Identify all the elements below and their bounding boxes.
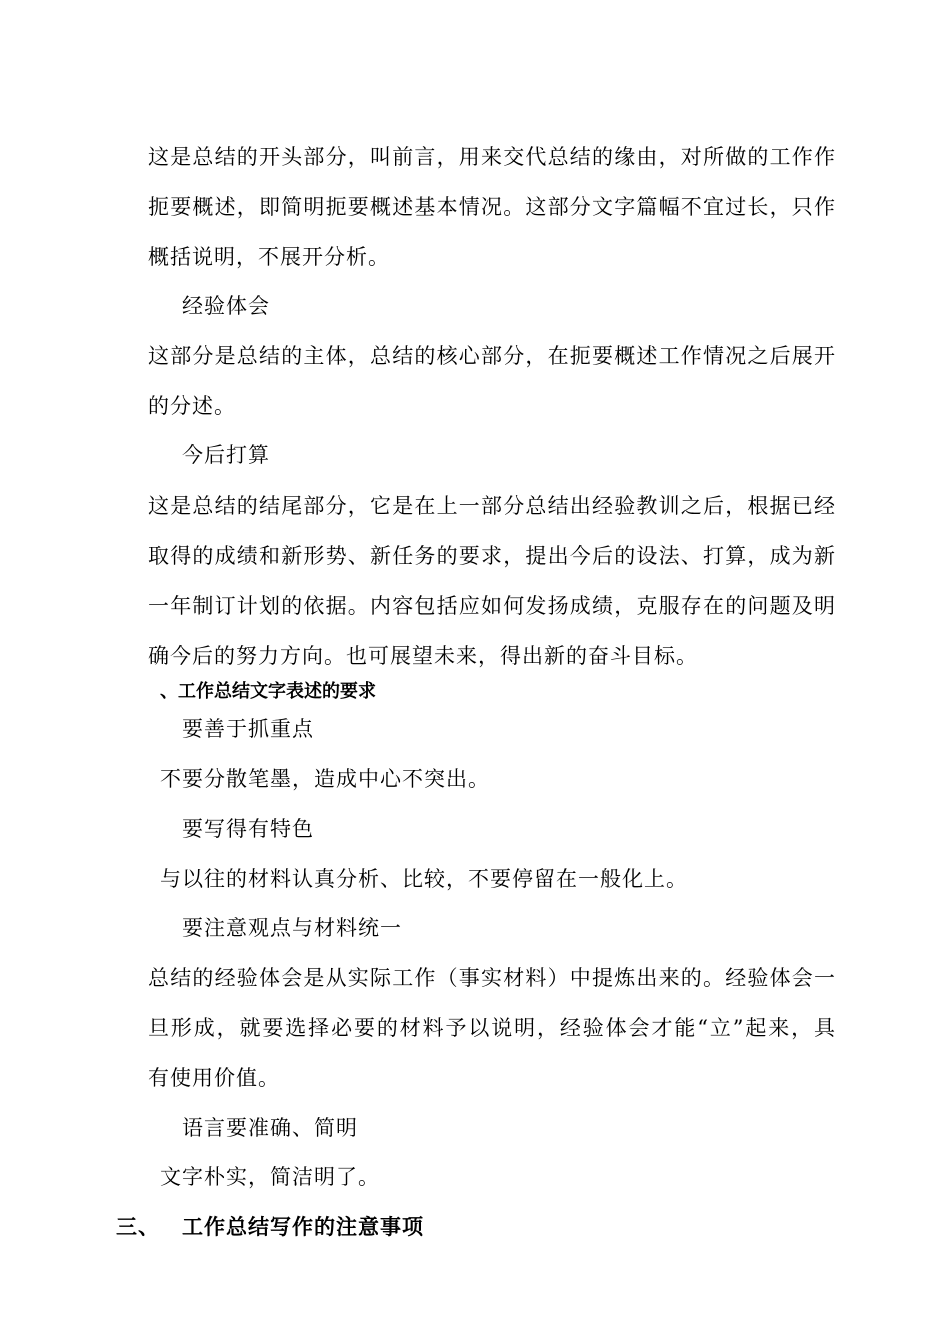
- experience-line-1: 这部分是总结的主体，总结的核心部分，在扼要概述工作情况之后展开: [148, 344, 836, 368]
- plans-line-3: 一年制订计划的依据。内容包括应如何发扬成绩，克服存在的问题及明: [148, 594, 836, 618]
- experience-heading: 经验体会: [182, 294, 270, 318]
- requirements-title: 、工作总结文字表述的要求: [160, 681, 376, 702]
- experience-line-2: 的分述。: [148, 394, 236, 418]
- req4-heading: 语言要准确、简明: [182, 1116, 358, 1140]
- req4-text: 文字朴实，简洁明了。: [160, 1165, 380, 1189]
- plans-line-1: 这是总结的结尾部分，它是在上一部分总结出经验教训之后，根据已经: [148, 494, 836, 518]
- intro-line-1: 这是总结的开头部分，叫前言，用来交代总结的缘由，对所做的工作作: [148, 145, 836, 169]
- plans-heading: 今后打算: [182, 443, 270, 467]
- plans-line-2: 取得的成绩和新形势、新任务的要求，提出今后的设法、打算，成为新: [148, 544, 836, 568]
- req1-text: 不要分散笔墨，造成中心不突出。: [160, 767, 490, 791]
- req3-line-1: 总结的经验体会是从实际工作（事实材料）中提炼出来的。经验体会一: [148, 966, 836, 990]
- req2-text: 与以往的材料认真分析、比较，不要停留在一般化上。: [160, 867, 688, 891]
- req3-heading: 要注意观点与材料统一: [182, 916, 402, 940]
- req1-heading: 要善于抓重点: [182, 717, 314, 741]
- req2-heading: 要写得有特色: [182, 817, 314, 841]
- section-3-title: 工作总结写作的注意事项: [182, 1215, 424, 1239]
- req3-line-2: 旦形成，就要选择必要的材料予以说明，经验体会才能“立”起来，具: [148, 1016, 836, 1040]
- section-3-number: 三、: [116, 1215, 160, 1239]
- section-3-heading: [0, 1212, 950, 1242]
- plans-line-4: 确今后的努力方向。也可展望未来，得出新的奋斗目标。: [148, 644, 698, 668]
- intro-line-3: 概括说明，不展开分析。: [148, 245, 390, 269]
- req3-line-3: 有使用价值。: [148, 1066, 280, 1090]
- intro-line-2: 扼要概述，即简明扼要概述基本情况。这部分文字篇幅不宜过长，只作: [148, 195, 836, 219]
